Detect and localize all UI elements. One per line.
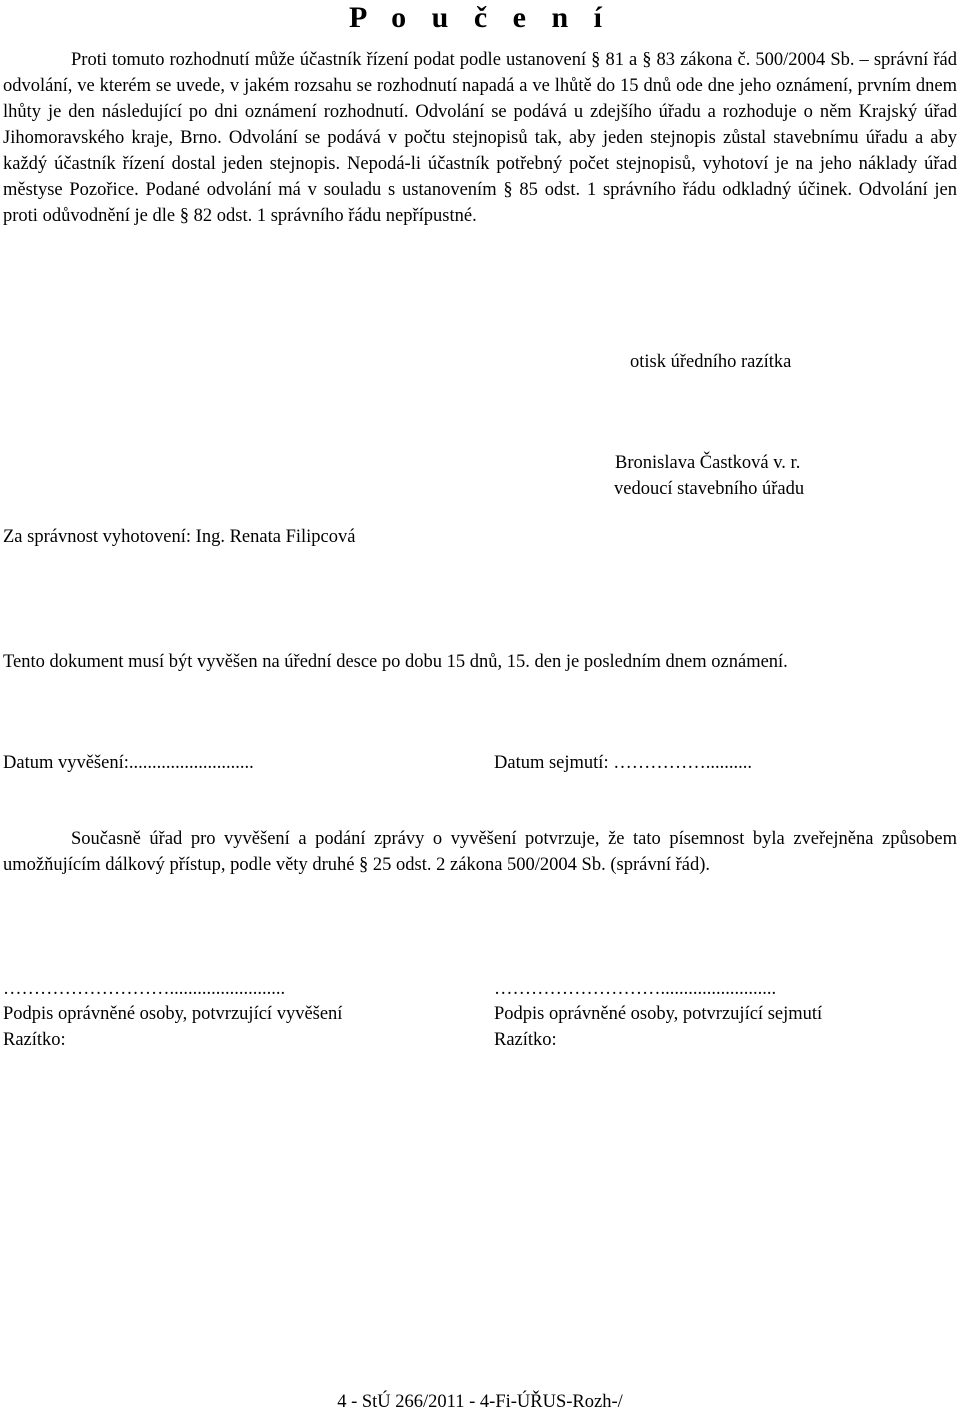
confirmation-paragraph (3, 826, 957, 878)
posting-notice: Tento dokument musí být vyvěšen na úřední desce po dobu 15 dnů, 15. den je posledním dnem oznámení. (3, 652, 788, 672)
stamp-label-left: Razítko: (3, 1030, 66, 1050)
signature-label-left: Podpis oprávněné osoby, potvrzující vyvěšení (3, 1004, 343, 1024)
signatory-role: vedoucí stavebního úřadu (614, 479, 805, 499)
correctness-statement: Za správnost vyhotovení: Ing. Renata Filipcová (3, 527, 356, 547)
instruction-paragraph (3, 47, 957, 229)
signature-line-right: ………………………......................... (494, 979, 777, 999)
page-title: P o u č e n í (348, 1, 611, 34)
confirmation-text: Současně úřad pro vyvěšení a podání zprávy o vyvěšení potvrzuje, že tato písemnost byla zveřejněna způsobem umožňujícím dálkový přístup, podle věty druhé § 25 odst. 2 zákona 500/2004 Sb. (správní řád). (3, 829, 957, 875)
date-posted-field: Datum vyvěšení:........................... (3, 753, 254, 773)
instruction-text: Proti tomuto rozhodnutí může účastník řízení podat podle ustanovení § 81 a § 83 zákona č. 500/2004 Sb. – správní řád odvolání, ve kterém se uvede, v jakém rozsahu se rozhodnutí napadá a ve lhůtě do 15 dnů ode dne jeho oznámení, prvním dnem lhůty je den následující po dni oznámení rozhodnutí. Odvolání se podává u zdejšího úřadu a rozhoduje o něm Krajský úřad Jihomoravského kraje, Brno. Odvolání se podává v počtu stejnopisů tak, aby jeden stejnopis zůstal stavebnímu úřadu a aby každý účastník řízení dostal jeden stejnopis. Nepodá-li účastník potřebný počet stejnopisů, vyhotoví je na jeho náklady úřad městyse Pozořice. Podané odvolání má v souladu s ustanovením § 85 odst. 1 správního řádu odkladný účinek. Odvolání jen proti odůvodnění je dle § 82 odst. 1 správního řádu nepřípustné. (3, 50, 957, 226)
stamp-label-right: Razítko: (494, 1030, 557, 1050)
stamp-placeholder-label: otisk úředního razítka (630, 352, 792, 372)
date-removed-field: Datum sejmutí: …………….......... (494, 753, 752, 773)
signature-label-right: Podpis oprávněné osoby, potvrzující sejmutí (494, 1004, 823, 1024)
document-reference-footer: 4 - StÚ 266/2011 - 4-Fi-ÚŘUS-Rozh-/ (337, 1392, 623, 1412)
signature-line-left: ………………………......................... (3, 979, 286, 999)
signatory-name: Bronislava Častková v. r. (615, 453, 801, 473)
